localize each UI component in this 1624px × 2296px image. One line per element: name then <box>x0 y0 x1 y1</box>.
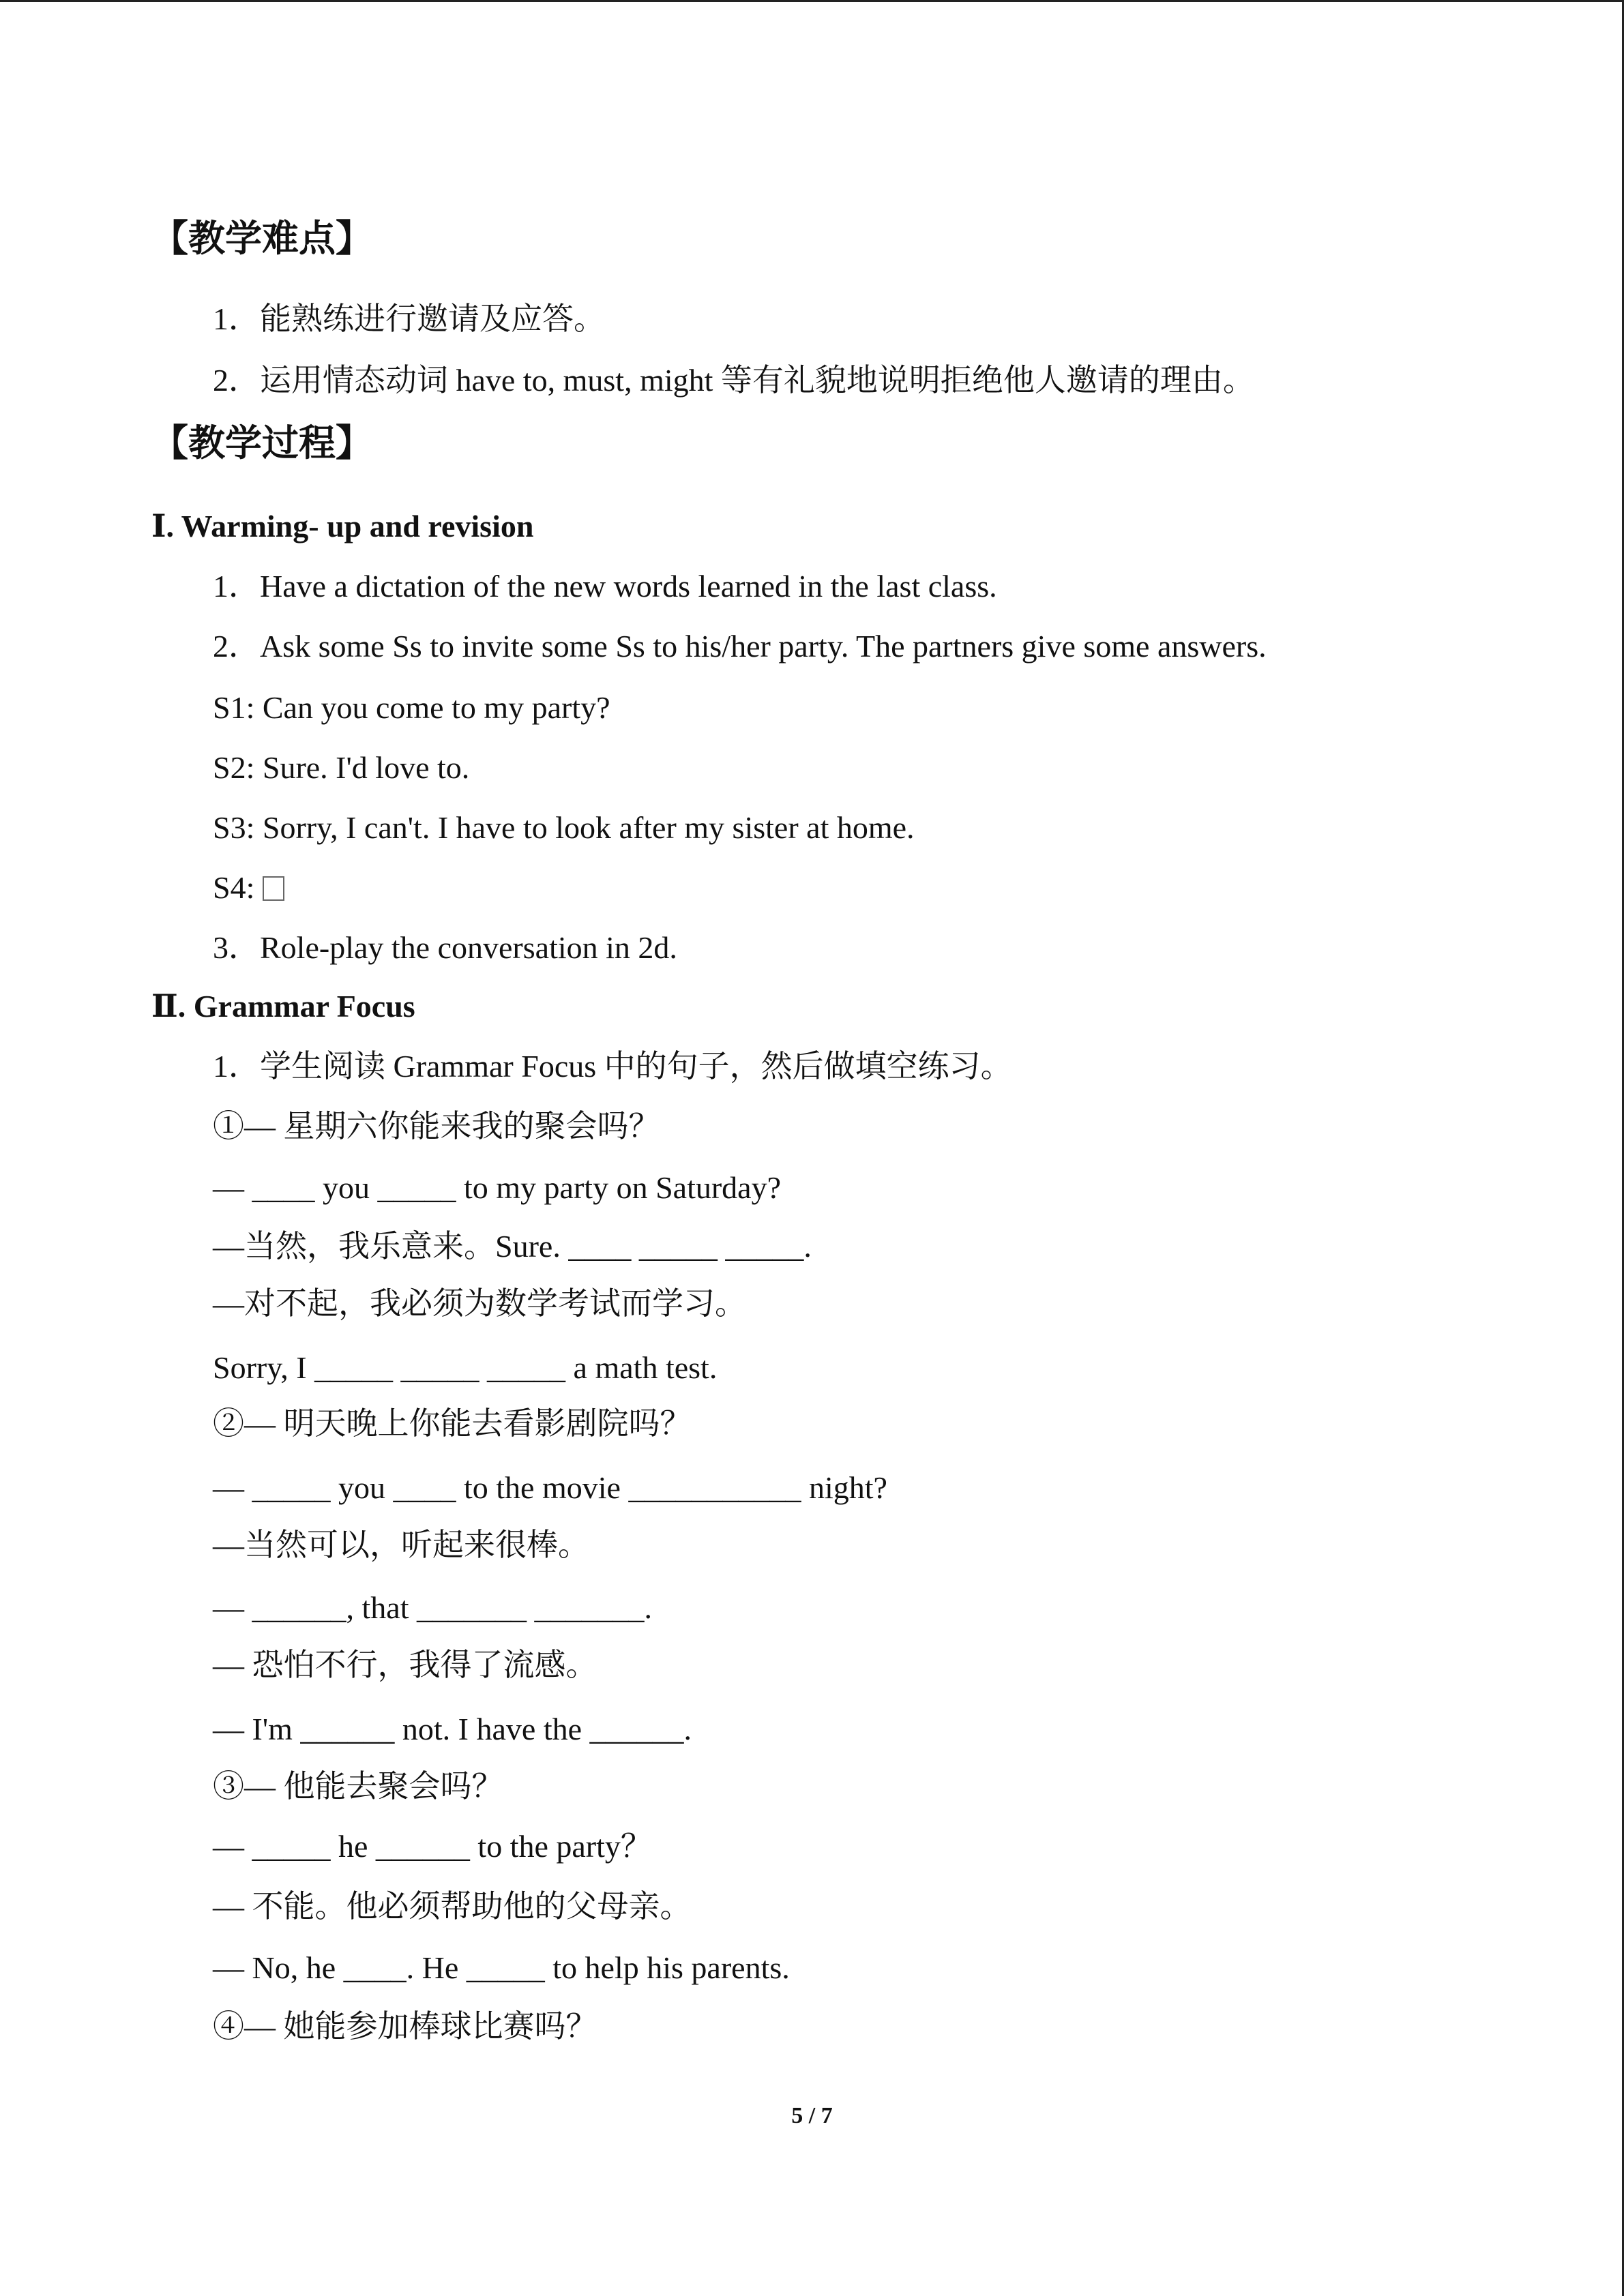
exercise-line: — ______, that _______ _______. <box>213 1590 652 1625</box>
exercise-line: ④— 她能参加棒球比赛吗？ <box>213 2009 597 2044</box>
exercise-line: —对不起，我必须为数学考试而学习。 <box>213 1286 746 1321</box>
page-number: 5 / 7 <box>791 2103 833 2128</box>
warmup-step-1: 1．Have a dictation of the new words learned in the last class. <box>213 569 997 603</box>
difficulty-item-2: 2．运用情态动词 have to, must, might 等有礼貌地说明拒绝他人邀请的理由。 <box>213 363 1254 398</box>
dialog-line-s1: S1: Can you come to my party? <box>213 690 610 725</box>
section-2-title: Ⅱ. Grammar Focus <box>151 989 415 1024</box>
exercise-line: ②— 明天晚上你能去看影剧院吗？ <box>213 1406 692 1441</box>
exercise-line: — _____ you ____ to the movie ___________ night? <box>213 1470 887 1505</box>
dialog-line-s3: S3: Sorry, I can't. I have to look after my sister at home. <box>213 810 915 845</box>
exercise-line: Sorry, I _____ _____ _____ a math test. <box>213 1350 718 1385</box>
exercise-line: — 恐怕不行，我得了流感。 <box>213 1648 597 1682</box>
difficulty-item-1: 1．能熟练进行邀请及应答。 <box>213 301 605 336</box>
exercise-line: ③— 他能去聚会吗？ <box>213 1769 503 1804</box>
exercise-line: —当然可以，听起来很棒。 <box>213 1527 589 1562</box>
process-heading: 【教学过程】 <box>151 421 372 464</box>
exercise-line: — No, he ____. He _____ to help his parents. <box>213 1950 790 1985</box>
exercise-line: — _____ he ______ to the party？ <box>213 1829 652 1864</box>
exercise-line: — I'm ______ not. I have the ______. <box>213 1712 692 1746</box>
difficulties-heading: 【教学难点】 <box>151 217 372 260</box>
missing-glyph-box <box>263 876 284 901</box>
grammar-intro: 1．学生阅读 Grammar Focus 中的句子，然后做填空练习。 <box>213 1049 1012 1084</box>
dialog-line-s2: S2: Sure. I'd love to. <box>213 750 470 785</box>
dialog-s4-label: S4: <box>213 870 255 905</box>
exercise-line: — 不能。他必须帮助他的父母亲。 <box>213 1889 692 1924</box>
warmup-step-2: 2．Ask some Ss to invite some Ss to his/her party. The partners give some answers. <box>213 629 1267 664</box>
warmup-step-3: 3．Role-play the conversation in 2d. <box>213 930 677 965</box>
exercise-line: — ____ you _____ to my party on Saturday? <box>213 1170 782 1205</box>
dialog-line-s4 <box>213 869 284 907</box>
exercise-line: —当然，我乐意来。Sure. ____ _____ _____. <box>213 1229 812 1264</box>
exercise-line: ①— 星期六你能来我的聚会吗？ <box>213 1109 660 1144</box>
section-1-title: Ⅰ. Warming- up and revision <box>151 509 534 543</box>
